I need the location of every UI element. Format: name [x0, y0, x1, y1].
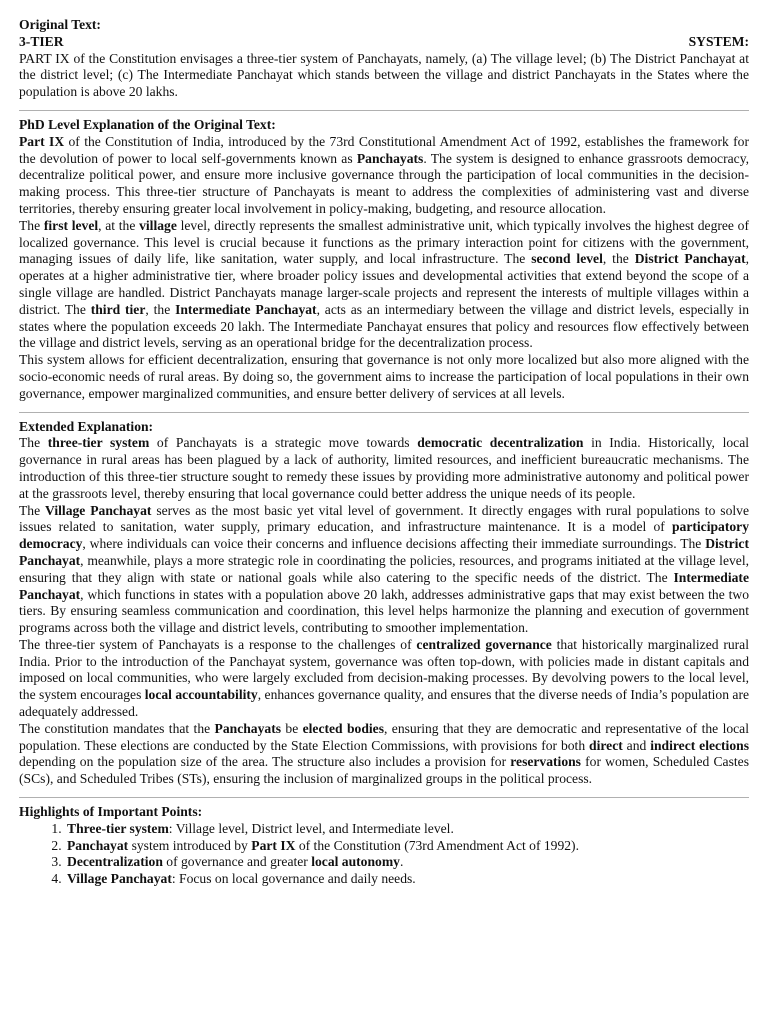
bold-term: third tier: [90, 301, 146, 317]
paragraph: The first level, at the village level, directly represents the smallest administrative unit, which typically involves the highest degree of localized governance. This level is crucial because it functions as the primary interaction point for citizens with the government, managing issues of daily life, like sanitation, water supply, and local infrastructure. The second level, the District Panchayat, operates at a higher administrative tier, where broader policy issues and developmental activities that extend beyond the scope of a single village are handled. District Panchayats manage larger-scale projects and represent the interests of multiple villages within a district. The third tier, the Intermediate Panchayat, acts as an intermediary between the village and district levels, especially in states where the population exceeds 20 lakh. The Intermediate Panchayat ensures that policy and resources flow effectively between the village and district levels, serving as an operational bridge for the decentralization process.: [19, 217, 749, 351]
bold-term: Panchayats: [356, 150, 424, 166]
extended-heading: Extended Explanation:: [19, 418, 154, 434]
highlights-list: [19, 821, 749, 888]
highlight-item: 2. Panchayat system introduced by Part IX of the Constitution (73rd Amendment Act of 1992).: [65, 838, 749, 855]
phd-paragraphs: [19, 134, 749, 403]
bold-term: three-tier system: [47, 435, 150, 451]
paragraph: The three-tier system of Panchayats is a response to the challenges of centralized governance that historically marginalized rural India. Prior to the introduction of the Panchayat system, governance was often top-down, with policies made in distant capitals and imposed on local communities, who were largely excluded from decision-making processes. By devolving powers to the local level, the system encourages local accountability, enhances governance quality, and ensures that the diverse needs of India’s population are adequately addressed.: [19, 636, 750, 720]
bold-term: second level: [531, 251, 603, 267]
bold-term: reservations: [510, 754, 581, 770]
paragraph: Part IX of the Constitution of India, introduced by the 73rd Constitutional Amendment Act of 1992, establishes the framework for the devolution of power to local self-governments known as Panchayats. The system is designed to enhance grassroots democracy, decentralize political power, and ensure more inclusive governance through the participation of local communities in the decision-making process. This three-tier structure of Panchayats is meant to address the complexities of administering vast and diverse territories, thereby ensuring greater local involvement in policy-making, budgeting, and resource allocation.: [19, 133, 750, 216]
section-divider: [19, 797, 749, 798]
paragraph: The Village Panchayat serves as the most basic yet vital level of government. It directly engages with rural populations to solve issues related to sanitation, water supply, primary education, and infrastructure maintenance. It is a model of participatory democracy, where individuals can voice their concerns and influence decisions affecting their immediate surroundings. The District Panchayat, meanwhile, plays a more strategic role in coordinating the policies, resources, and programs initiated at the village level, ensuring that they align with state or national goals while also catering to the specific needs of the district. The Intermediate Panchayat, which functions in states with a population above 20 lakh, addresses administrative gaps that may exist between the two tiers. By ensuring seamless communication and coordination, this level helps harmonize the planning and execution of government programs across both the village and district levels, contributing to smoother implementation.: [19, 502, 749, 636]
original-text-heading: Original Text:: [19, 17, 101, 32]
tier-title-left: 3-TIER: [19, 33, 64, 49]
extended-explanation-section: [19, 419, 749, 789]
paragraph: The constitution mandates that the Panchayats be elected bodies, ensuring that they are democratic and representative of the local population. These elections are conducted by the State Election Commissions, with provisions for both direct and indirect elections depending on the population size of the area. The structure also includes a provision for reservations for women, Scheduled Castes (SCs), and Scheduled Tribes (STs), ensuring the inclusion of marginalized groups in the political process.: [19, 720, 749, 787]
bold-term: Part IX: [251, 837, 296, 853]
bold-term: Panchayats: [214, 720, 282, 736]
paragraph: This system allows for efficient decentralization, ensuring that governance is not only more localized but also more aligned with the socio-economic needs of rural areas. By doing so, the government aims to increase the participation of local populations in their own governance, empower marginalized communities, and ensure better delivery of services at all levels.: [19, 352, 749, 401]
bold-term: Intermediate Panchayat: [175, 301, 317, 317]
bold-term: Village Panchayat: [45, 502, 152, 518]
original-paragraph: PART IX of the Constitution envisages a three-tier system of Panchayats, namely, (a) The village level; (b) The District Panchayat at the district level; (c) The Intermediate Panchayat which stands between the village and district Panchayats in the States where the population is above 20 lakhs.: [19, 50, 749, 100]
paragraph: The three-tier system of Panchayats is a strategic move towards democratic decentralization in India. Historically, local governance in rural areas has been plagued by a lack of authority, limited resources, and inefficient bureaucratic mechanisms. The introduction of this three-tier structure sought to remedy these issues by providing more administrative autonomy and political power at the grassroots level, thereby ensuring that local governance could better address the unique needs of its people.: [19, 435, 749, 501]
bold-term: Panchayat: [67, 837, 129, 853]
extended-paragraphs: [19, 435, 749, 788]
highlights-section: [19, 804, 749, 888]
section-divider: [19, 110, 749, 111]
bold-term: direct: [589, 737, 623, 753]
tier-title-line: [19, 34, 749, 51]
bold-term: participatory democracy: [19, 519, 749, 552]
bold-term: local accountability: [144, 687, 258, 703]
bold-term: first level: [43, 217, 99, 233]
bold-term: centralized governance: [416, 636, 552, 652]
bold-term: indirect elections: [650, 737, 749, 753]
bold-term: democratic decentralization: [417, 435, 584, 451]
bold-term: Decentralization: [67, 854, 163, 870]
tier-title-right: SYSTEM:: [688, 33, 749, 49]
highlight-item: 3. Decentralization of governance and greater local autonomy.: [65, 854, 749, 871]
bold-term: Part IX: [19, 133, 65, 149]
bold-term: Intermediate Panchayat: [19, 569, 749, 602]
bold-term: Three-tier system: [67, 820, 169, 836]
bold-term: local autonomy: [311, 854, 400, 870]
phd-heading: PhD Level Explanation of the Original Text:: [19, 116, 276, 132]
bold-term: village: [139, 217, 177, 233]
bold-term: District Panchayat: [634, 251, 746, 267]
document-page: [19, 17, 749, 888]
highlight-item: 1. Three-tier system: Village level, District level, and Intermediate level.: [65, 821, 749, 838]
original-text-section: [19, 17, 749, 101]
section-divider: [19, 412, 749, 413]
highlights-heading: Highlights of Important Points:: [19, 804, 203, 820]
bold-term: District Panchayat: [19, 536, 749, 568]
bold-term: elected bodies: [302, 720, 385, 736]
bold-term: Village Panchayat: [67, 871, 172, 887]
highlight-item: 4. Village Panchayat: Focus on local governance and daily needs.: [65, 871, 749, 888]
phd-explanation-section: [19, 117, 749, 403]
